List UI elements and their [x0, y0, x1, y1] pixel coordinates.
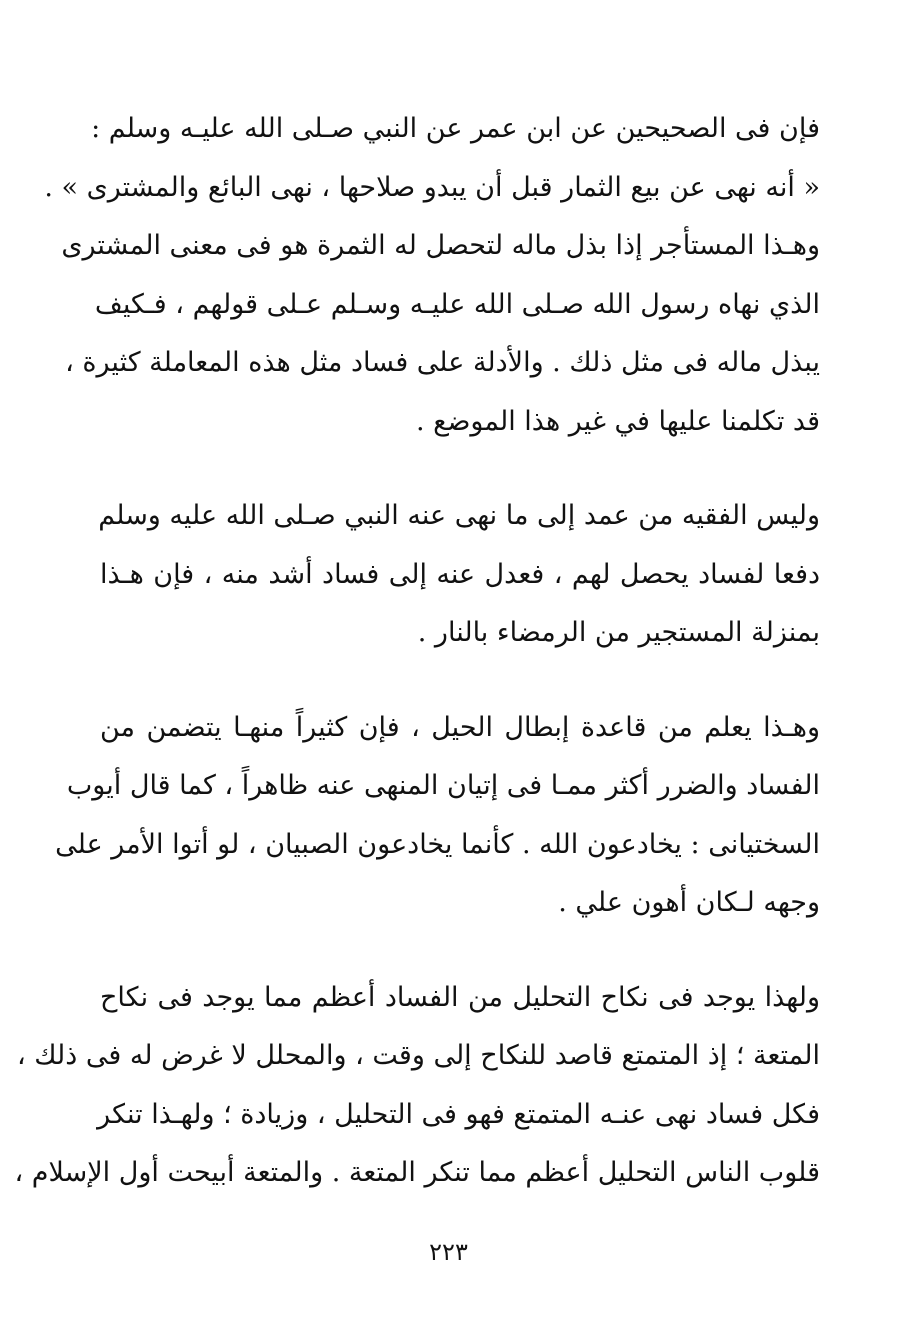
text-line: وجهه لـكان أهون علي . — [558, 887, 820, 918]
text-line: وهـذا يعلم من قاعدة إبطال الحيل ، فإن كثيراً منهـا يتضمن من — [100, 711, 820, 743]
text-line: قلوب الناس التحليل أعظم مما تنكر المتعة . والمتعة أبيحت أول الإسلام ، — [14, 1157, 820, 1188]
text-line: السختيانى : يخادعون الله . كأنما يخادعون الصبيان ، لو أتوا الأمر على — [55, 828, 820, 860]
paragraph-3 — [55, 699, 820, 933]
text-line: بمنزلة المستجير من الرمضاء بالنار . — [417, 617, 820, 648]
text-line: يبذل ماله فى مثل ذلك . والأدلة على فساد مثل هذه المعاملة كثيرة ، — [65, 347, 820, 378]
page-number: ٢٢٣ — [429, 1238, 468, 1266]
text-line: قد تكلمنا عليها في غير هذا الموضع . — [415, 405, 820, 437]
paragraph-4 — [14, 969, 820, 1203]
paragraph-gap — [100, 663, 820, 699]
text-line: دفعا لفساد يحصل لهم ، فعدل عنه إلى فساد أشد منه ، فإن هـذا — [100, 558, 820, 590]
text-line: « أنه نهى عن بيع الثمار قبل أن يبدو صلاحها ، نهى البائع والمشترى » . — [44, 171, 820, 203]
text-line: المتعة ؛ إذ المتمتع قاصد للنكاح إلى وقت ، والمحلل لا غرض له فى ذلك ، — [16, 1040, 820, 1071]
text-line: الذي نهاه رسول الله صـلى الله عليـه وسـلم عـلى قولهم ، فـكيف — [94, 288, 820, 320]
page-body-text — [14, 100, 820, 1203]
paragraph-gap — [100, 451, 820, 487]
text-line: وليس الفقيه من عمد إلى ما نهى عنه النبي صـلى الله عليه وسلم — [98, 500, 820, 531]
text-line: وهـذا المستأجر إذا بذل ماله لتحصل له الثمرة هو فى معنى المشترى — [61, 230, 820, 261]
text-line: ولهذا يوجد فى نكاح التحليل من الفساد أعظم مما يوجد فى نكاح — [100, 981, 820, 1013]
text-line: الفساد والضرر أكثر ممـا فى إتيان المنهى عنه ظاهراً ، كما قال أيوب — [66, 770, 820, 801]
text-line: فإن فى الصحيحين عن ابن عمر عن النبي صـلى الله عليـه وسلم : — [91, 113, 820, 144]
text-line: فكل فساد نهى عنـه المتمتع فهو فى التحليل ، وزيادة ؛ ولهـذا تنكر — [97, 1098, 820, 1130]
paragraph-gap — [100, 933, 820, 969]
paragraph-1 — [44, 100, 820, 451]
paragraph-2 — [100, 487, 820, 663]
